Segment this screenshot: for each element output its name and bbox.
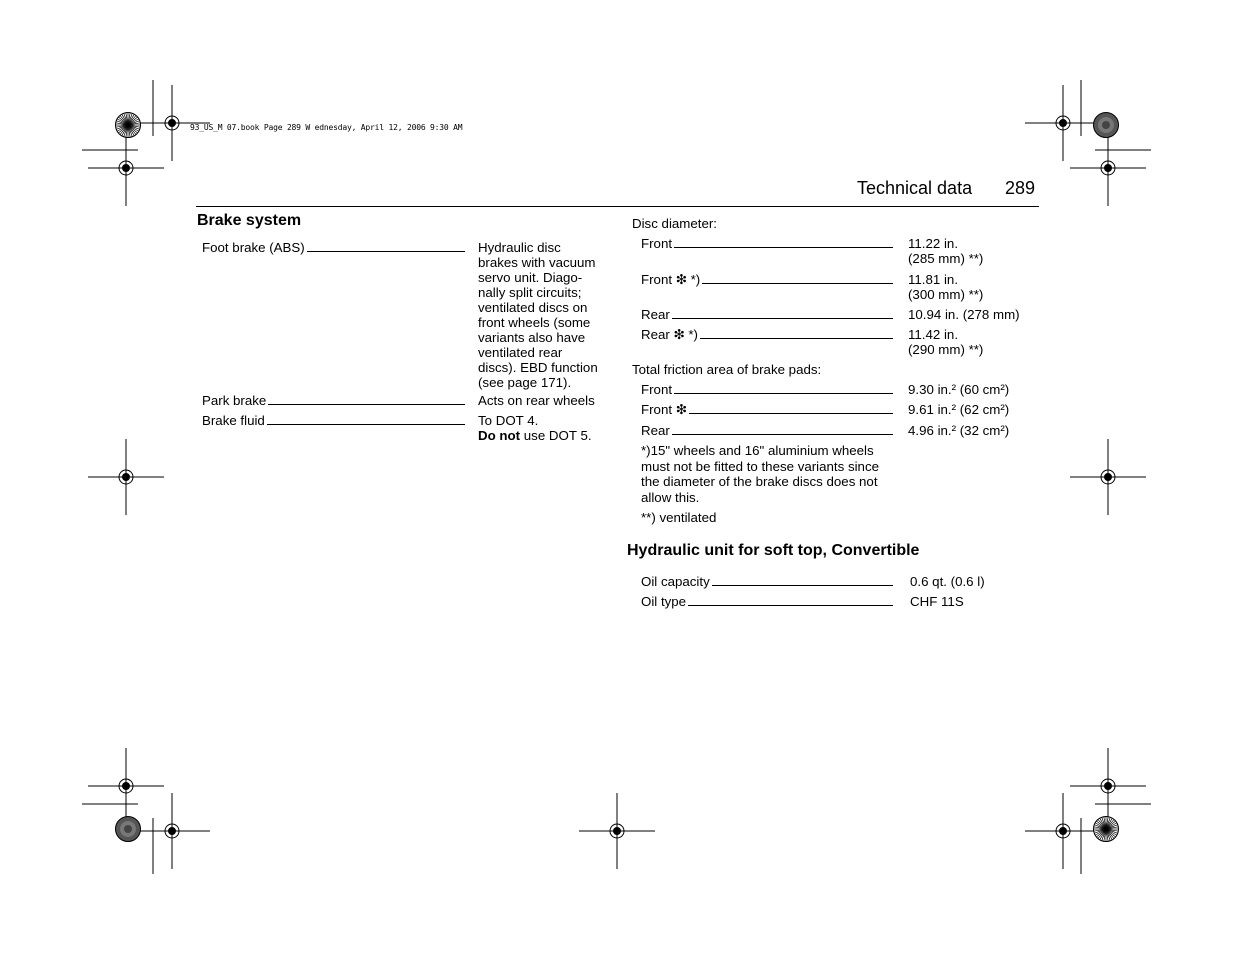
subsection-title-friction-area: Total friction area of brake pads: (632, 362, 822, 377)
spec-label: Front (641, 236, 673, 251)
section-title-brake-system: Brake system (197, 212, 302, 229)
footnote-wheels: *)15" wheels and 16" aluminium wheels must not be fitted to these variants since the diameter of the brake discs does not allow this. (641, 443, 879, 505)
spec-label: Rear ❇ *) (641, 327, 698, 342)
spec-label: Oil capacity (641, 574, 710, 589)
leader-line (672, 433, 893, 435)
spec-row (641, 423, 1041, 443)
starburst-target-icon (114, 815, 142, 843)
section-title-hydraulic-unit: Hydraulic unit for soft top, Convertible (627, 542, 920, 559)
registration-crosshair-icon (577, 791, 657, 871)
starburst-target-icon (1092, 815, 1120, 843)
starburst-target-icon (114, 111, 142, 139)
print-info-line: 93_US_M 07.book Page 289 W ednesday, April 12, 2006 9:30 AM (190, 123, 463, 132)
starburst-target-icon (1092, 111, 1120, 139)
spec-label: Brake fluid (202, 413, 265, 428)
leader-line (307, 250, 465, 252)
registration-crosshair-icon (1068, 437, 1148, 517)
leader-line (702, 282, 893, 284)
leader-line (268, 403, 465, 405)
page-number: 289 (1005, 178, 1036, 198)
registration-crosshair-icon (86, 437, 166, 517)
leader-line (267, 423, 465, 425)
spec-label: Park brake (202, 393, 267, 408)
leader-line (674, 392, 893, 394)
spec-value: 4.96 in.² (32 cm²) (908, 423, 1010, 438)
page-title: Technical data (857, 178, 973, 198)
spec-value: 11.22 in. (285 mm) **) (908, 236, 984, 266)
leader-line (712, 584, 893, 586)
spec-label: Front (641, 382, 673, 397)
spec-label: Front ❇ *) (641, 272, 701, 287)
spec-value: To DOT 4. Do not use DOT 5. (478, 413, 592, 443)
spec-row (641, 272, 1041, 307)
registration-crosshair-icon (132, 791, 212, 871)
emphasis: Do not (478, 428, 521, 443)
spec-row-foot-brake (202, 240, 612, 393)
spec-row (641, 236, 1041, 272)
spec-value: 9.61 in.² (62 cm²) (908, 402, 1010, 417)
spec-row (641, 382, 1041, 402)
spec-value: CHF 11S (910, 594, 964, 609)
disc-diameter-table (641, 236, 1041, 357)
leader-line (688, 604, 893, 606)
leader-line (700, 337, 893, 339)
leader-line (689, 412, 893, 414)
header-rule (196, 206, 1039, 207)
hydraulic-unit-table (641, 574, 1041, 609)
leader-line (672, 317, 893, 319)
registration-crosshair-icon (1023, 791, 1103, 871)
spec-label: Oil type (641, 594, 687, 609)
spec-value: 10.94 in. (278 mm) (908, 307, 1020, 322)
spec-value: 11.81 in. (300 mm) **) (908, 272, 984, 302)
spec-row-park-brake (202, 393, 612, 413)
spec-value: Acts on rear wheels (478, 393, 595, 408)
spec-label: Rear (641, 307, 670, 322)
spec-value: Hydraulic disc brakes with vacuum servo unit. Diago- nally split circuits; ventilated discs on front wheels (some variants also have ventilated rear discs). EBD function (see page 171). (478, 240, 598, 390)
subsection-title-disc-diameter: Disc diameter: (632, 216, 717, 231)
spec-row (641, 574, 1041, 594)
spec-label: Foot brake (ABS) (202, 240, 305, 255)
spec-row (641, 327, 1041, 357)
friction-area-table (641, 382, 1041, 443)
spec-label: Front ❇ (641, 402, 687, 417)
brake-system-table (202, 240, 612, 443)
spec-value: 9.30 in.² (60 cm²) (908, 382, 1010, 397)
spec-value: 0.6 qt. (0.6 l) (910, 574, 985, 589)
spec-value: 11.42 in. (290 mm) **) (908, 327, 984, 357)
spec-label: Rear (641, 423, 670, 438)
registration-crosshair-icon (1068, 128, 1148, 208)
spec-row (641, 594, 1041, 609)
spec-row (641, 402, 1041, 423)
spec-row (641, 307, 1041, 327)
spec-row-brake-fluid (202, 413, 612, 443)
registration-crosshair-icon (86, 128, 166, 208)
footnote-ventilated: **) ventilated (641, 510, 717, 525)
leader-line (674, 246, 893, 248)
